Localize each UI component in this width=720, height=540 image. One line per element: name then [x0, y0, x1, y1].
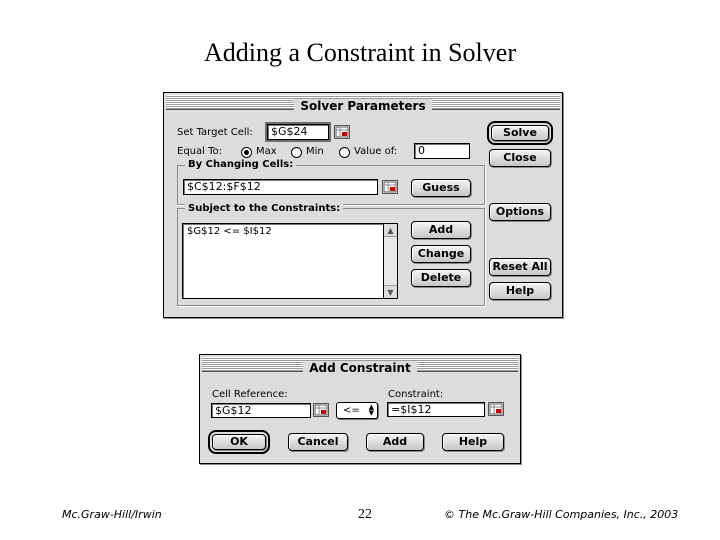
changing-cells-label: By Changing Cells: — [185, 159, 296, 171]
reset-all-button[interactable]: Reset All — [489, 258, 551, 276]
cell-reference-picker-icon — [314, 404, 328, 416]
help-button[interactable]: Help — [489, 282, 551, 300]
footer-publisher: Mc.Graw-Hill/Irwin — [62, 508, 162, 521]
operator-select[interactable] — [336, 402, 378, 419]
radio-value-of-label: Value of: — [354, 146, 398, 157]
add-button[interactable]: Add — [366, 433, 424, 451]
ok-button[interactable]: OK — [212, 434, 266, 450]
scroll-down-arrow-icon[interactable]: ▼ — [384, 285, 397, 298]
set-target-cell-input[interactable]: $G$24 — [267, 124, 329, 140]
delete-constraint-button[interactable]: Delete — [411, 269, 471, 287]
scroll-up-arrow-icon[interactable]: ▲ — [384, 224, 397, 237]
set-target-ref-button[interactable] — [334, 125, 350, 139]
constraints-list[interactable] — [182, 223, 398, 299]
radio-max[interactable] — [241, 147, 252, 158]
radio-value-of[interactable] — [339, 147, 350, 158]
constraint-ref-button[interactable] — [488, 402, 504, 416]
add-constraint-dialog-title: Add Constraint — [303, 361, 417, 375]
footer-copyright: © The Mc.Graw-Hill Companies, Inc., 2003 — [444, 508, 679, 521]
cell-reference-input[interactable]: $G$12 — [211, 403, 311, 418]
cell-reference-ref-button[interactable] — [313, 403, 329, 417]
add-constraint-dialog — [199, 354, 521, 464]
cell-reference-picker-icon — [383, 181, 397, 193]
constraint-input[interactable]: =$I$12 — [387, 402, 485, 417]
solver-title-bar[interactable] — [166, 95, 560, 113]
changing-cells-input[interactable]: $C$12:$F$12 — [183, 179, 378, 195]
equal-to-label: Equal To: — [177, 146, 222, 157]
cell-reference-picker-icon — [335, 126, 349, 138]
solver-parameters-dialog — [163, 92, 563, 318]
set-target-cell-label: Set Target Cell: — [177, 127, 253, 138]
add-constraint-title-bar[interactable] — [202, 357, 518, 375]
cancel-button[interactable]: Cancel — [288, 433, 348, 451]
changing-cells-ref-button[interactable] — [382, 180, 398, 194]
list-item[interactable]: $G$12 <= $I$12 — [187, 226, 272, 237]
radio-min-label: Min — [306, 146, 324, 157]
radio-max-label: Max — [256, 146, 277, 157]
cell-reference-label: Cell Reference: — [212, 389, 288, 400]
options-button[interactable]: Options — [489, 203, 551, 221]
close-button[interactable]: Close — [489, 149, 551, 167]
constraints-label: Subject to the Constraints: — [185, 203, 343, 215]
value-of-input[interactable]: 0 — [414, 143, 470, 159]
radio-min[interactable] — [291, 147, 302, 158]
operator-value: <= — [343, 405, 360, 416]
solve-button[interactable]: Solve — [491, 125, 549, 141]
slide-title: Adding a Constraint in Solver — [204, 38, 516, 67]
guess-button[interactable]: Guess — [411, 179, 471, 197]
cell-reference-picker-icon — [489, 403, 503, 415]
up-down-arrows-icon: ▲ ▼ — [368, 403, 374, 417]
add-constraint-button[interactable]: Add — [411, 221, 471, 239]
constraints-scrollbar[interactable] — [383, 224, 397, 298]
page-number: 22 — [358, 507, 372, 522]
solver-dialog-title: Solver Parameters — [294, 99, 431, 113]
help-button-add-constraint[interactable]: Help — [442, 433, 504, 451]
constraint-label: Constraint: — [388, 389, 444, 400]
change-constraint-button[interactable]: Change — [411, 245, 471, 263]
